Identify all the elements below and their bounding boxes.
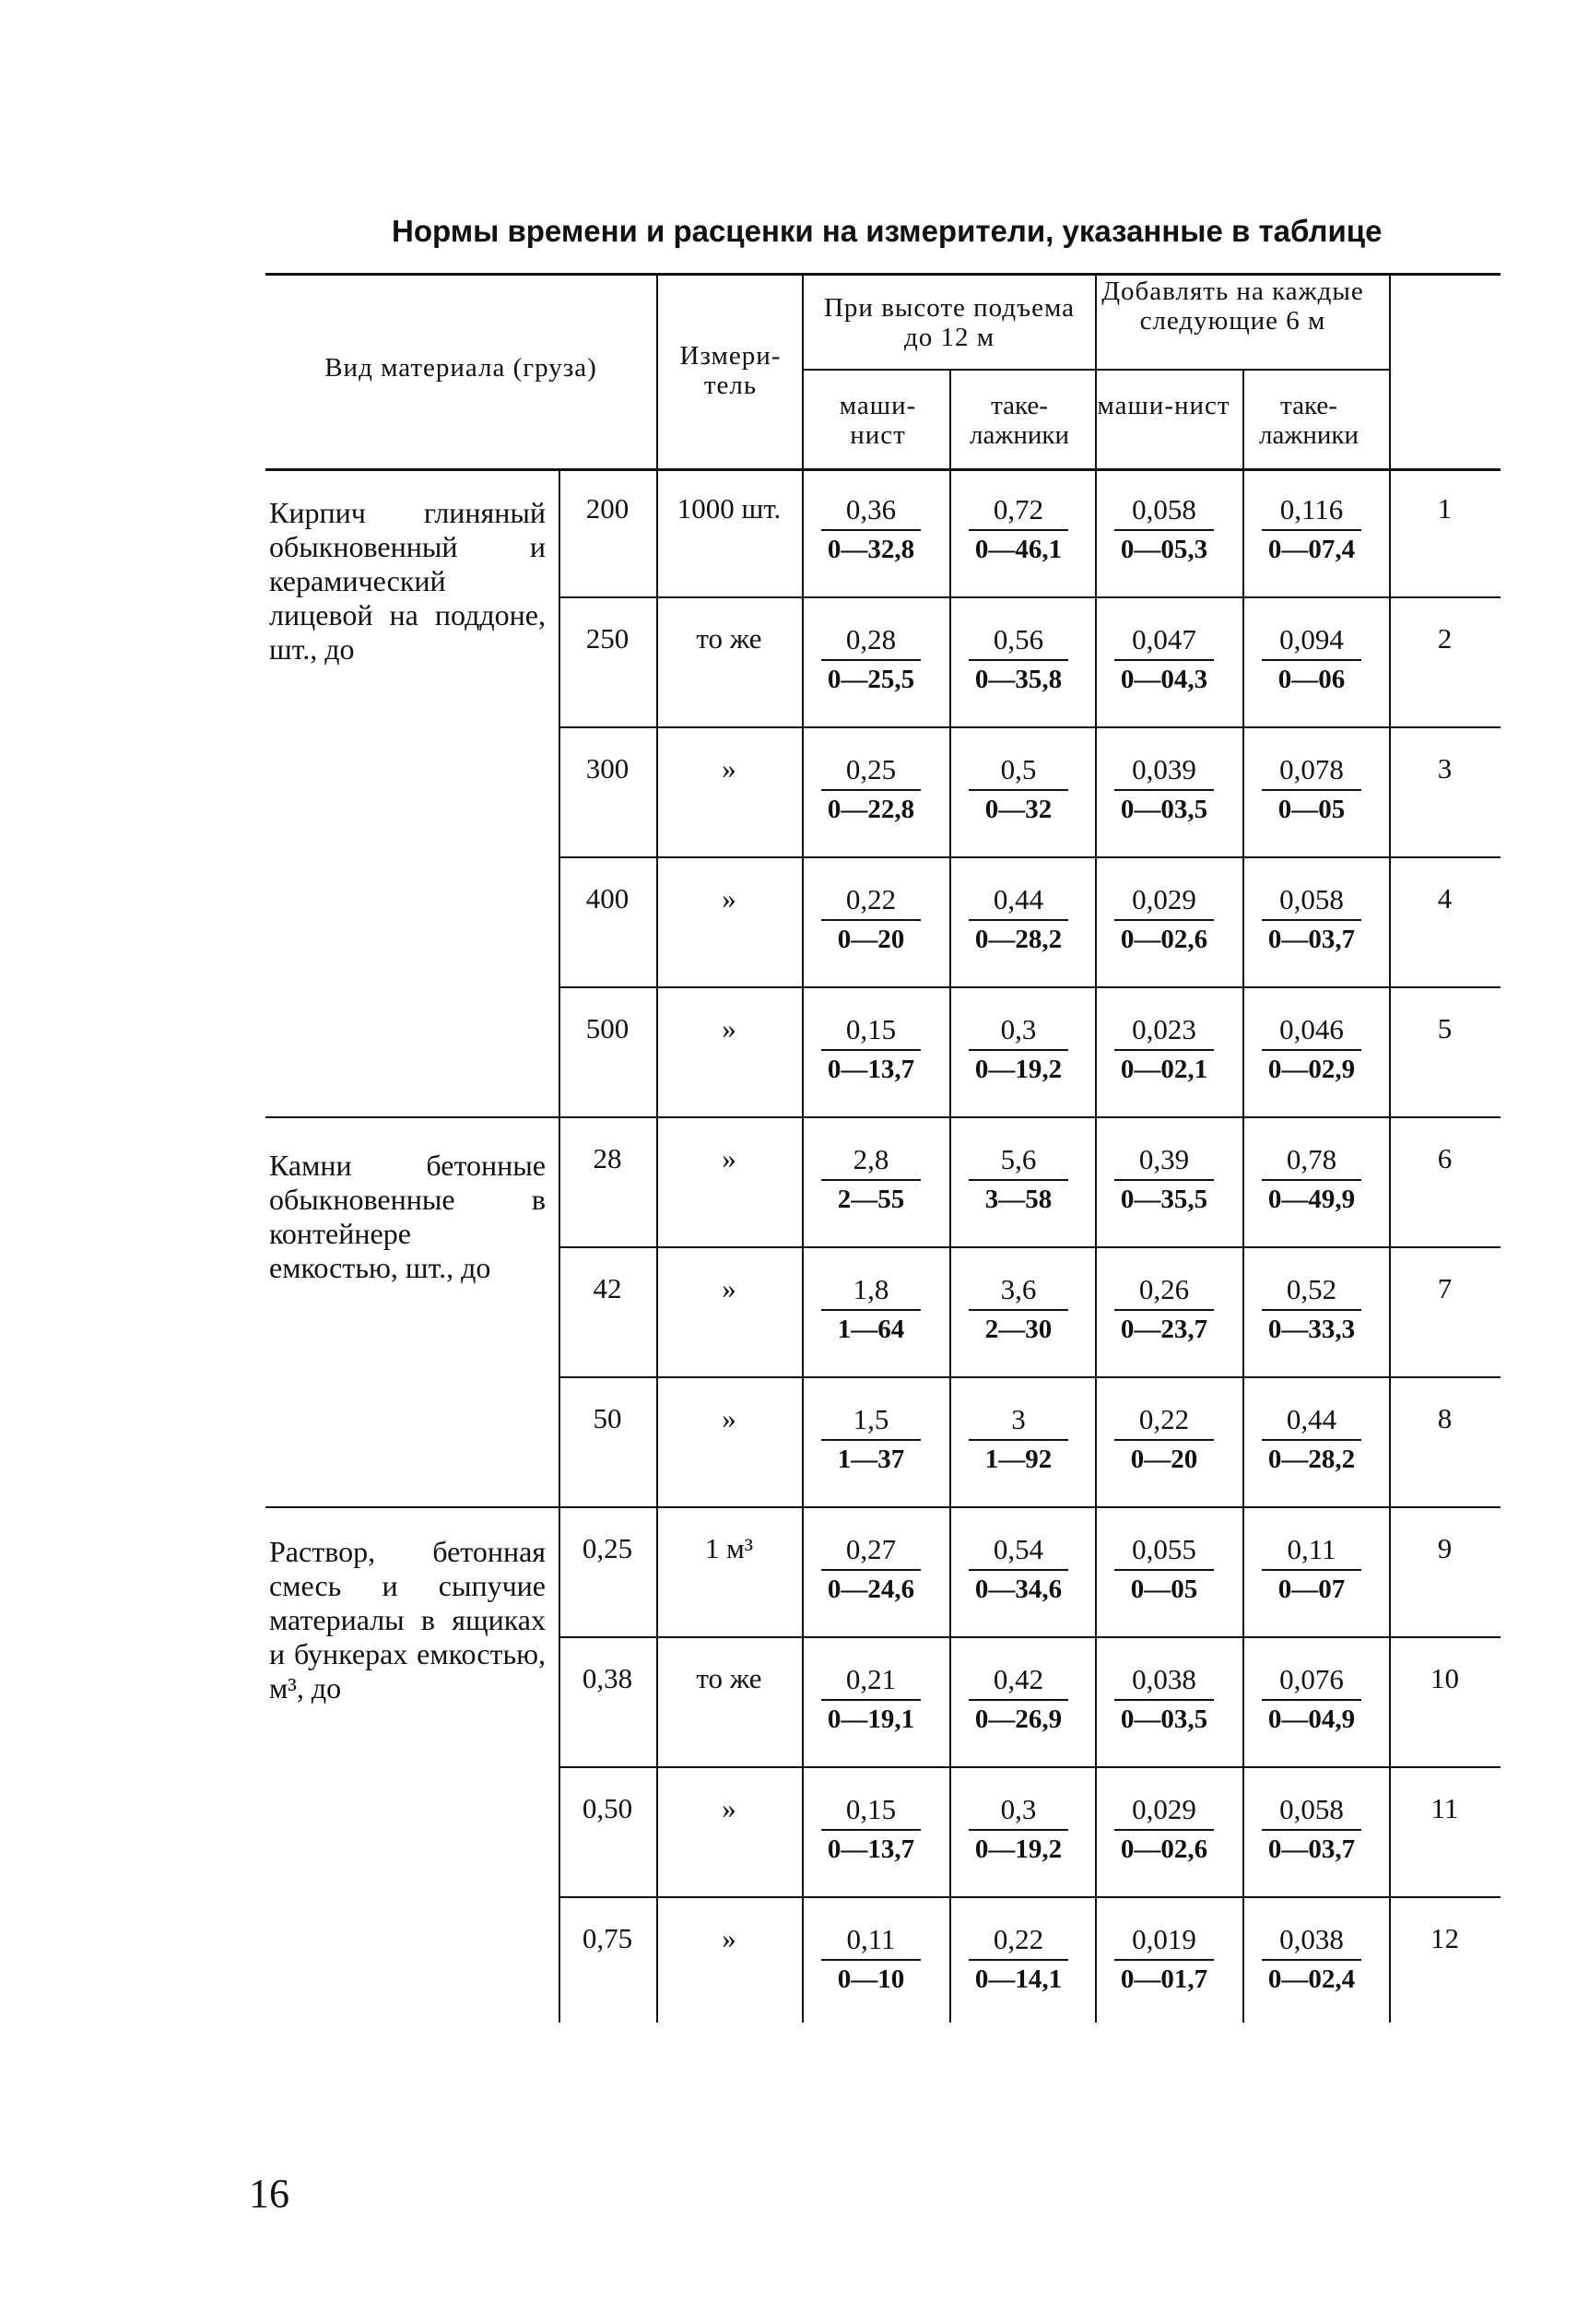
value-machinist-add6	[1100, 1794, 1229, 1868]
rate: 0—35,8	[974, 665, 1063, 694]
rate: 1—37	[837, 1445, 905, 1474]
norm-time: 0,72	[969, 494, 1068, 531]
norm-time: 0,046	[1262, 1014, 1361, 1051]
header-machinist-2: маши-нист	[1097, 391, 1230, 420]
norm-time: 3	[969, 1404, 1068, 1441]
norm-time: 0,39	[1114, 1144, 1214, 1181]
norm-time: 0,116	[1262, 494, 1361, 531]
material-group-mortar: Раствор, бетонная смесь и сыпучие материалы в ящиках и бункерах емкостью, м³, до	[269, 1535, 546, 1705]
rate: 0—23,7	[1120, 1315, 1208, 1344]
value-riggers-lift12	[954, 1664, 1083, 1738]
norm-time: 0,3	[969, 1794, 1068, 1831]
row-separator	[559, 1376, 1501, 1378]
norm-time: 0,15	[821, 1014, 921, 1051]
page-number: 16	[249, 2171, 289, 2216]
row-number: 3	[1437, 752, 1453, 784]
norm-time: 0,023	[1114, 1014, 1214, 1051]
norm-time: 0,3	[969, 1014, 1068, 1051]
row-separator	[559, 1896, 1501, 1898]
row-separator	[559, 1766, 1501, 1768]
norm-time: 0,11	[821, 1924, 921, 1961]
value-machinist-add6	[1100, 884, 1229, 958]
rate: 0—02,9	[1267, 1055, 1356, 1084]
value-riggers-add6	[1247, 1794, 1376, 1868]
rate: 2—30	[984, 1315, 1053, 1344]
header-riggers-2: таке-лажники	[1258, 391, 1359, 450]
header-riggers-1: таке-лажники	[969, 391, 1070, 450]
norm-time: 0,058	[1262, 884, 1361, 921]
norm-time: 0,42	[969, 1664, 1068, 1701]
value-machinist-lift12	[806, 1144, 936, 1218]
value-machinist-lift12	[806, 624, 936, 698]
row-unit: 1 м³	[704, 1532, 754, 1564]
rate: 3—58	[984, 1185, 1053, 1214]
table-title: Нормы времени и расценки на измерители, указанные в таблице	[392, 214, 1383, 248]
row-unit: »	[722, 1142, 736, 1174]
norm-time: 0,019	[1114, 1924, 1214, 1961]
row-unit: »	[722, 1272, 736, 1304]
rate: 1—64	[837, 1315, 905, 1344]
value-machinist-add6	[1100, 1534, 1229, 1608]
value-riggers-lift12	[954, 1534, 1083, 1608]
row-quantity: 0,75	[582, 1922, 633, 1954]
vline-c1	[949, 369, 951, 2023]
norm-time: 1,5	[821, 1404, 921, 1441]
value-machinist-add6	[1100, 1144, 1229, 1218]
row-quantity: 200	[585, 492, 630, 525]
row-unit: »	[722, 1792, 736, 1824]
norm-time: 0,038	[1262, 1924, 1361, 1961]
norm-time: 0,78	[1262, 1144, 1361, 1181]
header-unit: Измери-тель	[679, 341, 782, 400]
row-number: 8	[1437, 1402, 1453, 1434]
row-unit: 1000 шт.	[677, 492, 782, 525]
value-machinist-add6	[1100, 1924, 1229, 1998]
value-machinist-lift12	[806, 1924, 936, 1998]
value-riggers-lift12	[954, 754, 1083, 828]
value-riggers-lift12	[954, 624, 1083, 698]
rate: 0—32	[984, 795, 1053, 824]
value-riggers-add6	[1247, 754, 1376, 828]
rate: 0—03,7	[1267, 925, 1356, 954]
norm-time: 0,076	[1262, 1664, 1361, 1701]
norm-time: 0,078	[1262, 754, 1361, 791]
value-riggers-add6	[1247, 884, 1376, 958]
row-quantity: 0,38	[582, 1662, 633, 1694]
rate: 0—46,1	[974, 535, 1063, 564]
rate: 0—22,8	[827, 795, 915, 824]
rate: 0—35,5	[1120, 1185, 1208, 1214]
norm-time: 0,52	[1262, 1274, 1361, 1311]
norm-time: 3,6	[969, 1274, 1068, 1311]
value-riggers-lift12	[954, 1144, 1083, 1218]
value-riggers-add6	[1247, 494, 1376, 568]
value-machinist-lift12	[806, 1014, 936, 1088]
vline-c2	[1095, 273, 1097, 2023]
header-group-each-6m: Добавлять на каждые следующие 6 м	[1101, 277, 1364, 336]
rate: 0—03,7	[1267, 1834, 1356, 1864]
rate: 0—19,1	[827, 1705, 915, 1734]
row-number: 11	[1430, 1792, 1459, 1824]
rate: 0—07	[1277, 1575, 1346, 1604]
norm-time: 1,8	[821, 1274, 921, 1311]
value-riggers-lift12	[954, 1794, 1083, 1868]
rate: 0—28,2	[1267, 1445, 1356, 1474]
value-machinist-add6	[1100, 1274, 1229, 1348]
norm-time: 0,047	[1114, 624, 1214, 661]
group-separator	[265, 1506, 1501, 1508]
rate: 0—20	[837, 925, 905, 954]
value-machinist-lift12	[806, 494, 936, 568]
rate: 0—14,1	[974, 1964, 1063, 1994]
header-group-lift-12m: При высоте подъема до 12 м	[823, 293, 1075, 352]
norm-time: 0,11	[1262, 1534, 1361, 1571]
row-quantity: 28	[593, 1142, 622, 1174]
row-quantity: 0,25	[582, 1532, 633, 1564]
vline-unit-left	[656, 273, 658, 2023]
vline-c3	[1242, 369, 1244, 2023]
group-separator	[265, 1116, 1501, 1118]
row-quantity: 250	[585, 622, 630, 655]
material-group-concrete-stones: Камни бетонные обыкновенные в контейнере емкостью, шт., до	[269, 1149, 546, 1284]
row-quantity: 0,50	[582, 1792, 633, 1824]
row-unit: »	[722, 1012, 736, 1044]
value-machinist-lift12	[806, 1794, 936, 1868]
rate: 0—20	[1130, 1445, 1198, 1474]
rate: 0—19,2	[974, 1055, 1063, 1084]
norm-time: 0,21	[821, 1664, 921, 1701]
row-unit: то же	[696, 622, 762, 655]
row-quantity: 50	[593, 1402, 622, 1434]
row-number: 4	[1437, 882, 1453, 914]
norm-time: 0,058	[1262, 1794, 1361, 1831]
rate: 0—05,3	[1120, 535, 1208, 564]
row-separator	[559, 1636, 1501, 1638]
value-machinist-lift12	[806, 1274, 936, 1348]
rate: 0—07,4	[1267, 535, 1356, 564]
value-riggers-lift12	[954, 884, 1083, 958]
norm-time: 0,44	[969, 884, 1068, 921]
norm-time: 0,055	[1114, 1534, 1214, 1571]
value-machinist-add6	[1100, 494, 1229, 568]
value-riggers-lift12	[954, 494, 1083, 568]
norm-time: 0,058	[1114, 494, 1214, 531]
row-unit: то же	[696, 1662, 762, 1694]
row-separator	[559, 1246, 1501, 1248]
value-riggers-add6	[1247, 1534, 1376, 1608]
norm-time: 0,15	[821, 1794, 921, 1831]
row-separator	[559, 986, 1501, 988]
norm-time: 0,038	[1114, 1664, 1214, 1701]
row-number: 2	[1437, 622, 1453, 655]
rate: 0—34,6	[974, 1575, 1063, 1604]
row-quantity: 42	[593, 1272, 622, 1304]
vline-qty	[559, 468, 560, 2023]
row-quantity: 500	[585, 1012, 630, 1044]
rate: 0—33,3	[1267, 1315, 1356, 1344]
norm-time: 2,8	[821, 1144, 921, 1181]
rate: 0—49,9	[1267, 1185, 1356, 1214]
norm-time: 0,27	[821, 1534, 921, 1571]
value-riggers-add6	[1247, 1404, 1376, 1478]
value-machinist-add6	[1100, 1404, 1229, 1478]
norm-time: 0,36	[821, 494, 921, 531]
value-riggers-lift12	[954, 1924, 1083, 1998]
rate: 0—13,7	[827, 1055, 915, 1084]
rate: 0—04,3	[1120, 665, 1208, 694]
material-group-brick: Кирпич глиняный обыкновенный и керамический лицевой на поддоне, шт., до	[269, 496, 546, 666]
norm-time: 0,029	[1114, 1794, 1214, 1831]
rate: 0—25,5	[827, 665, 915, 694]
row-number: 1	[1437, 492, 1453, 525]
row-number: 10	[1430, 1662, 1459, 1694]
rate: 0—19,2	[974, 1834, 1063, 1864]
rate: 0—02,1	[1120, 1055, 1208, 1084]
value-riggers-lift12	[954, 1404, 1083, 1478]
value-riggers-add6	[1247, 1924, 1376, 1998]
rate: 0—05	[1130, 1575, 1198, 1604]
rate: 0—05	[1277, 795, 1346, 824]
row-number: 12	[1430, 1922, 1459, 1954]
header-machinist-1: маши-нист	[839, 391, 917, 450]
value-machinist-lift12	[806, 754, 936, 828]
norm-time: 0,28	[821, 624, 921, 661]
norm-time: 0,029	[1114, 884, 1214, 921]
row-number: 6	[1437, 1142, 1453, 1174]
header-bottom-rule	[265, 468, 1501, 471]
value-riggers-add6	[1247, 1014, 1376, 1088]
norm-time: 0,039	[1114, 754, 1214, 791]
table-top-rule	[265, 273, 1501, 276]
value-riggers-add6	[1247, 1664, 1376, 1738]
row-number: 5	[1437, 1012, 1453, 1044]
value-machinist-add6	[1100, 754, 1229, 828]
value-riggers-add6	[1247, 1274, 1376, 1348]
rate: 0—24,6	[827, 1575, 915, 1604]
value-machinist-lift12	[806, 1404, 936, 1478]
row-quantity: 400	[585, 882, 630, 914]
row-number: 9	[1437, 1532, 1453, 1564]
rate: 2—55	[837, 1185, 905, 1214]
norm-time: 0,094	[1262, 624, 1361, 661]
value-machinist-add6	[1100, 1014, 1229, 1088]
value-riggers-lift12	[954, 1014, 1083, 1088]
rate: 0—10	[837, 1964, 905, 1994]
rate: 0—01,7	[1120, 1964, 1208, 1994]
rate: 0—13,7	[827, 1834, 915, 1864]
rate: 0—06	[1277, 665, 1346, 694]
value-riggers-add6	[1247, 1144, 1376, 1218]
vline-num	[1389, 273, 1391, 2023]
rate: 0—02,6	[1120, 925, 1208, 954]
row-unit: »	[722, 1402, 736, 1434]
rate: 0—28,2	[974, 925, 1063, 954]
header-material: Вид материала (груза)	[324, 353, 597, 383]
row-separator	[559, 856, 1501, 858]
rate: 0—02,6	[1120, 1834, 1208, 1864]
value-machinist-add6	[1100, 624, 1229, 698]
vline-c0	[802, 273, 804, 2023]
norm-time: 0,5	[969, 754, 1068, 791]
row-number: 7	[1437, 1272, 1453, 1304]
rate: 0—26,9	[974, 1705, 1063, 1734]
value-machinist-add6	[1100, 1664, 1229, 1738]
value-machinist-lift12	[806, 1534, 936, 1608]
norm-time: 0,25	[821, 754, 921, 791]
rate: 0—32,8	[827, 535, 915, 564]
norm-time: 0,54	[969, 1534, 1068, 1571]
rate: 1—92	[984, 1445, 1053, 1474]
value-machinist-lift12	[806, 1664, 936, 1738]
row-quantity: 300	[585, 752, 630, 784]
rate: 0—02,4	[1267, 1964, 1356, 1994]
value-machinist-lift12	[806, 884, 936, 958]
row-separator	[559, 596, 1501, 598]
value-riggers-add6	[1247, 624, 1376, 698]
rate: 0—03,5	[1120, 1705, 1208, 1734]
row-separator	[559, 726, 1501, 728]
norm-time: 0,22	[969, 1924, 1068, 1961]
norm-time: 0,56	[969, 624, 1068, 661]
row-unit: »	[722, 752, 736, 784]
norm-time: 5,6	[969, 1144, 1068, 1181]
norm-time: 0,22	[1114, 1404, 1214, 1441]
norm-time: 0,22	[821, 884, 921, 921]
value-riggers-lift12	[954, 1274, 1083, 1348]
row-unit: »	[722, 1922, 736, 1954]
rate: 0—04,9	[1267, 1705, 1356, 1734]
norm-time: 0,44	[1262, 1404, 1361, 1441]
norm-time: 0,26	[1114, 1274, 1214, 1311]
row-unit: »	[722, 882, 736, 914]
rate: 0—03,5	[1120, 795, 1208, 824]
